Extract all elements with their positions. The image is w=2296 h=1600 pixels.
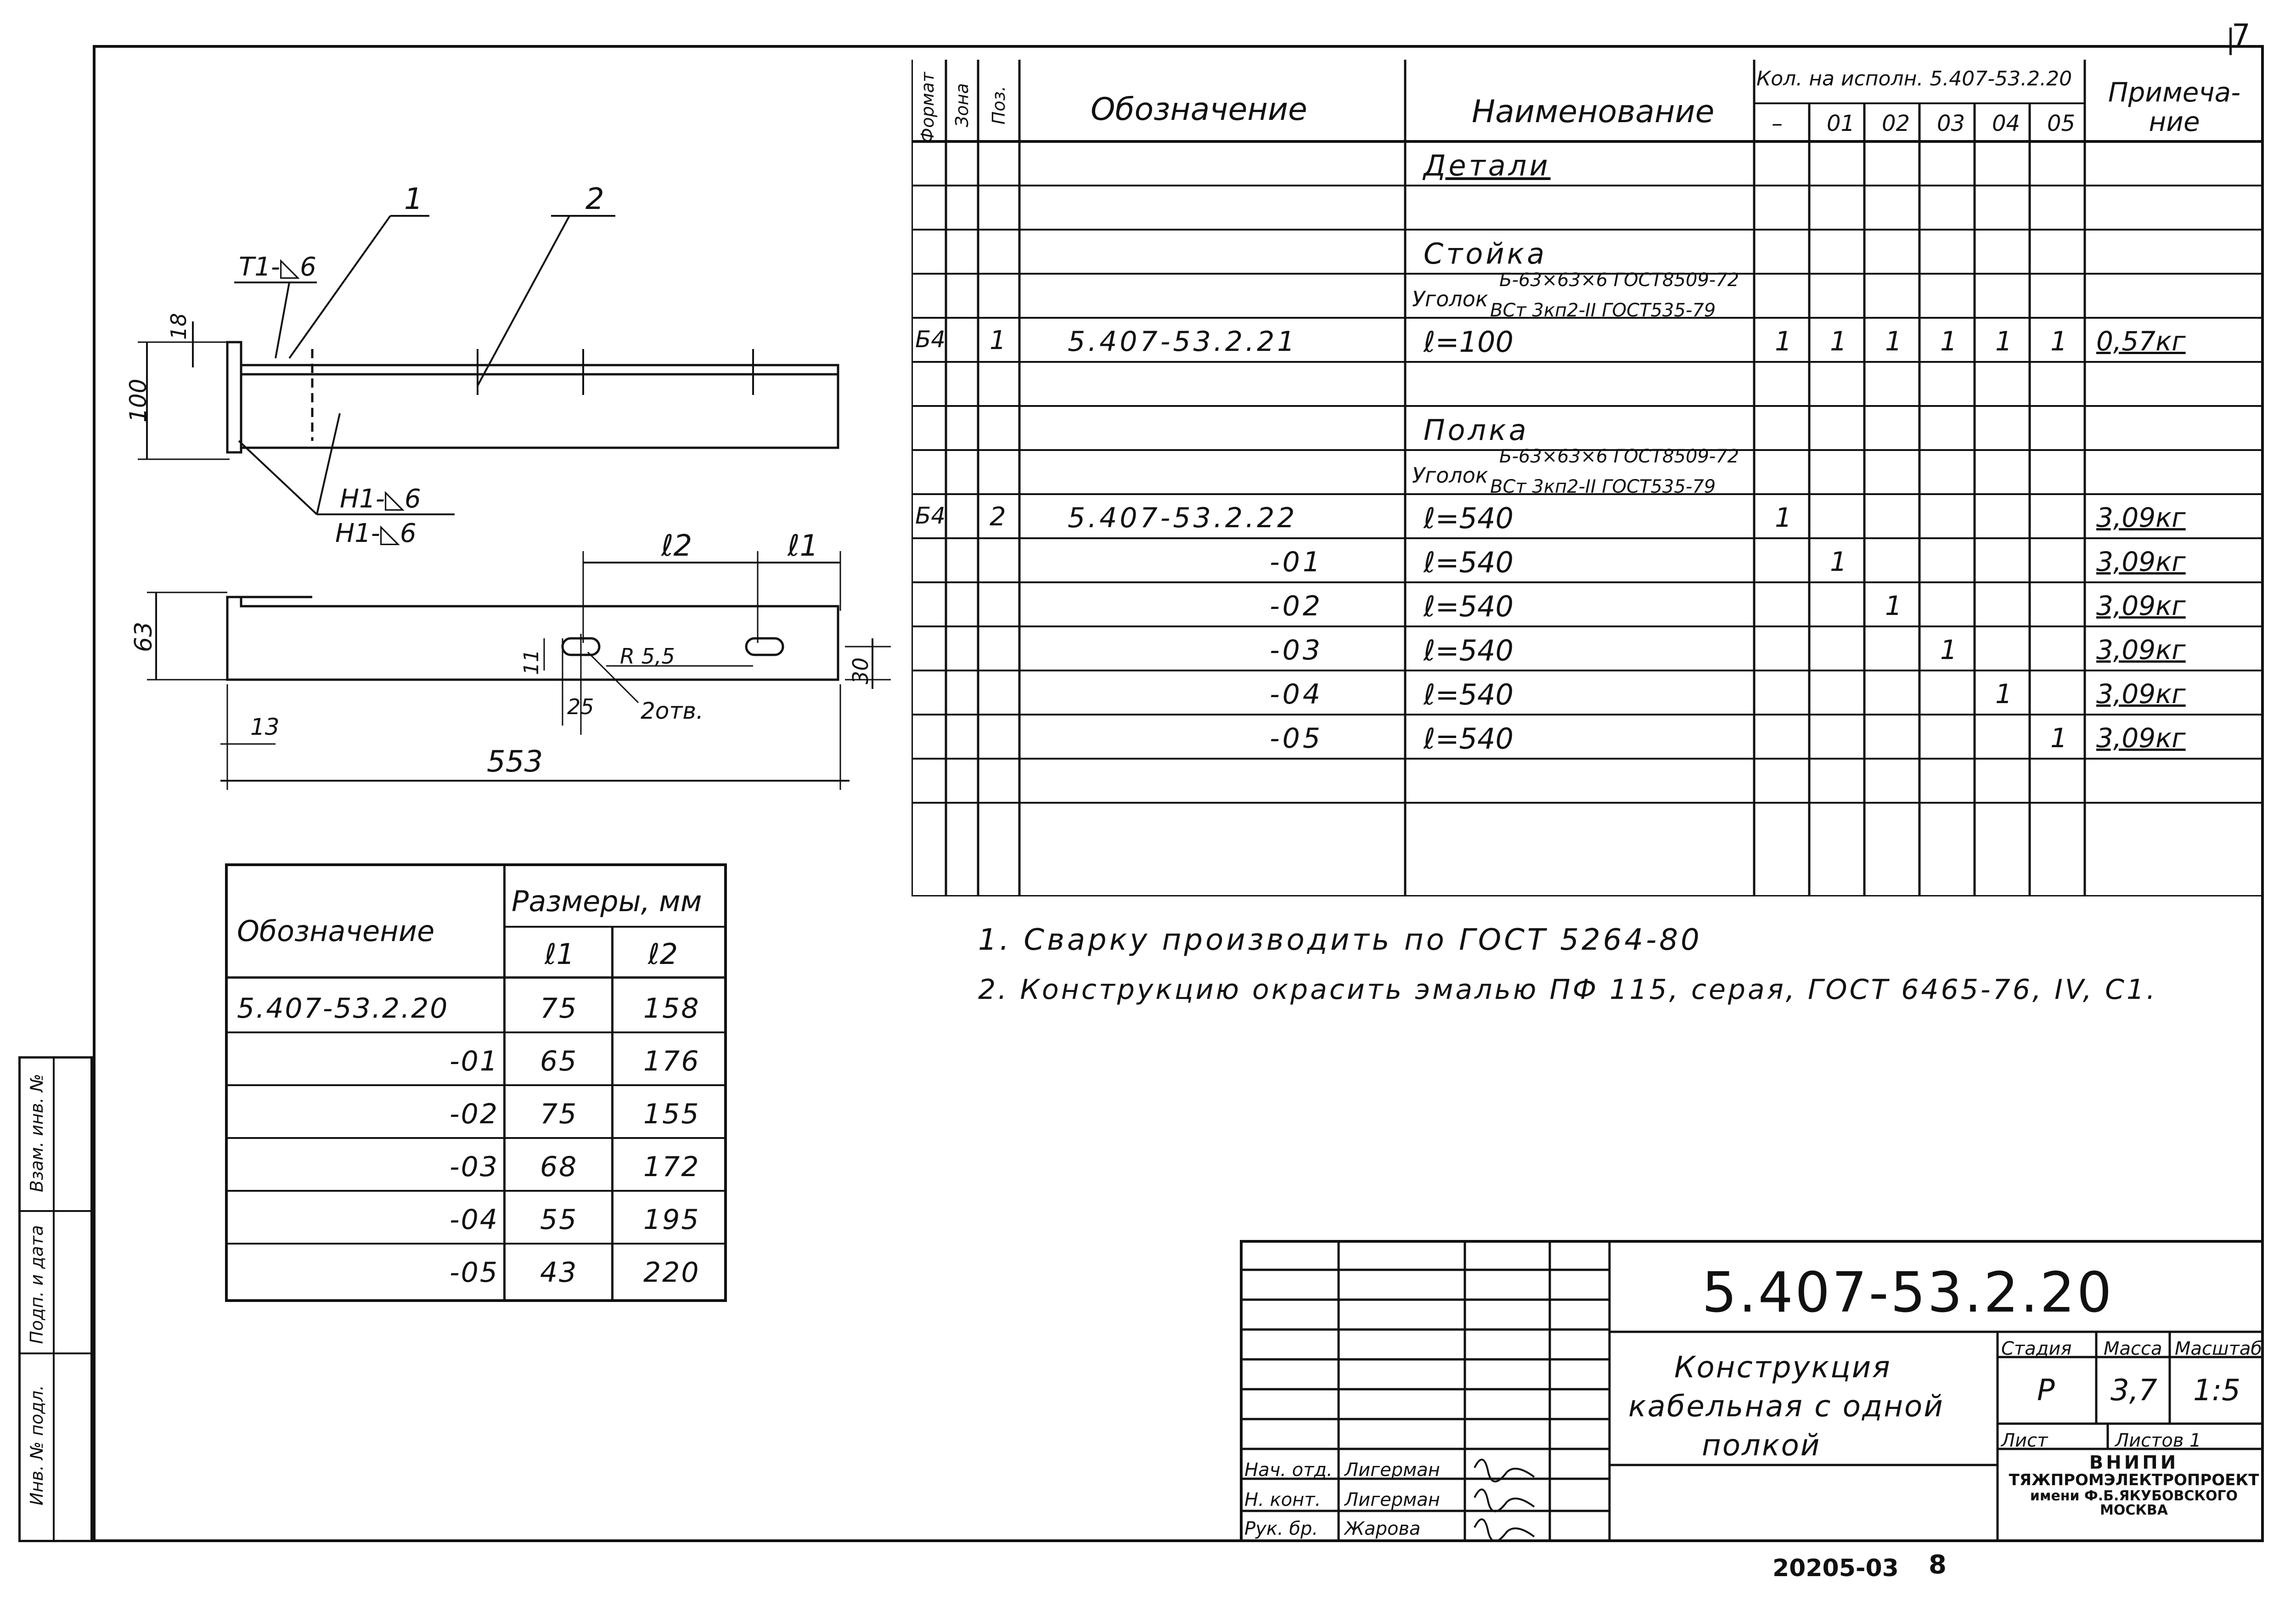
- spec-row-qty: 1: [1830, 546, 1847, 577]
- spec-row-qty: 1: [2050, 722, 2067, 754]
- spec-row-note: 3,09кг: [2096, 590, 2186, 621]
- stage-value: Р: [2037, 1374, 2055, 1408]
- spec-row-name-top: Б-63×63×6 ГОСТ8509-72: [1499, 446, 1739, 467]
- weld-t1-label: Т1-◺6: [239, 252, 316, 282]
- org-line-2: ТЯЖПРОМЭЛЕКТРОПРОЕКТ: [2009, 1471, 2259, 1489]
- title-line-3: полкой: [1702, 1429, 1821, 1463]
- spec-row-note: 3,09кг: [2096, 722, 2186, 754]
- weld-h1b-label: Н1-◺6: [335, 518, 416, 548]
- spec-row-note: 3,09кг: [2096, 502, 2186, 533]
- spec-row-designation: -05: [1270, 722, 1323, 755]
- sizes-table: [225, 863, 727, 1302]
- holes-label: 2отв.: [641, 698, 703, 724]
- org-line-4: МОСКВА: [2100, 1502, 2168, 1519]
- spec-header-qty-4: 04: [1992, 111, 2020, 136]
- spec-table: [912, 60, 2264, 896]
- spec-header-zone: Зона: [952, 83, 972, 127]
- dim-l1: ℓ1: [788, 529, 819, 563]
- spec-header-designation: Обозначение: [1091, 91, 1307, 128]
- sizes-row-divider: [228, 1084, 724, 1086]
- note-1: 1. Сварку производить по ГОСТ 5264-80: [978, 923, 1702, 957]
- dim-63: 63: [130, 621, 158, 652]
- spec-row-name: ℓ=540: [1424, 546, 1514, 579]
- sheet-label: Лист: [2001, 1430, 2048, 1451]
- sizes-row-l1: 75: [540, 992, 578, 1025]
- spec-row-qty: 1: [1995, 678, 2012, 710]
- sizes-row-l1: 75: [540, 1098, 578, 1130]
- title-line-1: Конструкция: [1674, 1351, 1891, 1385]
- spec-row-name: ℓ=100: [1424, 325, 1514, 359]
- org-name: [2001, 1453, 2267, 1518]
- org-line-1: ВНИПИ: [2089, 1452, 2179, 1473]
- dim-11: 11: [520, 649, 543, 675]
- sizes-row-l1: 65: [540, 1045, 578, 1077]
- sizes-row-designation: -02: [450, 1098, 499, 1130]
- sizes-row-designation: -03: [450, 1151, 499, 1183]
- sizes-row-l1: 68: [540, 1151, 578, 1183]
- sizes-col-sizes: Размеры, мм: [512, 885, 702, 918]
- spec-row-name-top: Б-63×63×6 ГОСТ8509-72: [1499, 270, 1739, 291]
- mass-value: 3,7: [2110, 1374, 2157, 1408]
- dim-13: 13: [250, 714, 280, 740]
- spec-row-qty: 1: [1775, 502, 1792, 533]
- spec-row-note: 3,09кг: [2096, 546, 2186, 577]
- footer-code: 20205-03: [1773, 1555, 1899, 1582]
- spec-header-qty-0: –: [1772, 111, 1783, 136]
- spec-row-name: ℓ=540: [1424, 634, 1514, 667]
- sizes-row-designation: -01: [450, 1045, 499, 1077]
- spec-row-name: ℓ=540: [1424, 590, 1514, 623]
- spec-row-name: Детали: [1424, 149, 1551, 182]
- spec-row-designation: 5.407-53.2.21: [1068, 326, 1298, 358]
- footer-page: 8: [1929, 1550, 1947, 1580]
- spec-row-name: ℓ=540: [1424, 722, 1514, 755]
- weld-h1a-label: Н1-◺6: [340, 484, 421, 514]
- sizes-row-divider: [228, 1243, 724, 1245]
- spec-header-qty-2: 02: [1882, 111, 1910, 136]
- sign-row-3-name: Жарова: [1345, 1518, 1421, 1539]
- dim-l2: ℓ2: [661, 529, 692, 563]
- sign-date-label: Подп. и дата: [27, 1225, 47, 1344]
- sign-row-2-role: Н. конт.: [1244, 1489, 1321, 1510]
- sizes-row-designation: -04: [450, 1204, 499, 1236]
- spec-row-note: 0,57кг: [2096, 326, 2186, 357]
- spec-row-note: 3,09кг: [2096, 634, 2186, 665]
- spec-row-name-bottom: ВСт 3кп2-II ГОСТ535-79: [1490, 300, 1716, 321]
- spec-row-designation: -04: [1270, 678, 1323, 710]
- org-line-3: имени Ф.Б.ЯКУБОВСКОГО: [2030, 1487, 2238, 1504]
- dim-25: 25: [567, 694, 594, 719]
- spec-row-name: ℓ=540: [1424, 501, 1514, 535]
- spec-header-format: Формат: [917, 72, 938, 143]
- title-line-2: кабельная с одной: [1628, 1390, 1944, 1424]
- spec-header-qty-5: 05: [2047, 111, 2076, 136]
- sign-row-1-role: Нач. отд.: [1244, 1459, 1333, 1481]
- sizes-row-divider: [228, 1031, 724, 1033]
- dim-100: 100: [125, 378, 152, 423]
- sign-row-1-name: Лигерман: [1345, 1459, 1440, 1481]
- page-number: 7: [2232, 18, 2251, 52]
- sign-row-3-role: Рук. бр.: [1244, 1518, 1318, 1539]
- sizes-row-l2: 158: [643, 992, 700, 1025]
- spec-row-format: Б4: [915, 502, 946, 529]
- spec-row-name-prefix: Уголок: [1412, 463, 1488, 488]
- page-number-mark: [2229, 28, 2232, 55]
- sizes-row-divider: [228, 1137, 724, 1139]
- spec-header-note: Примеча-ние: [2108, 77, 2241, 137]
- dim-553: 553: [487, 745, 543, 779]
- title-block: [1240, 1240, 2264, 1542]
- spec-row-qty: 1: [1940, 634, 1957, 665]
- inv-orig-label: Инв. № подл.: [27, 1385, 47, 1506]
- spec-row-qty: 1: [1995, 326, 2012, 357]
- sizes-row-divider: [228, 1190, 724, 1192]
- dim-18: 18: [166, 313, 191, 340]
- sizes-row-designation: -05: [450, 1256, 499, 1289]
- spec-row-qty: 1: [1775, 326, 1792, 357]
- sizes-col-l2: ℓ2: [648, 937, 678, 971]
- sizes-col-l1: ℓ1: [545, 937, 575, 971]
- sizes-row-l2: 176: [643, 1045, 700, 1077]
- signatures: [1470, 1454, 1553, 1546]
- side-stamp: [18, 1056, 93, 1542]
- leader-1-label: 1: [404, 182, 423, 216]
- note-2: 2. Конструкцию окрасить эмалью ПФ 115, серая, ГОСТ 6465-76, IV, С1.: [978, 974, 2158, 1006]
- leader-2-label: 2: [585, 182, 604, 216]
- spec-row-designation: -01: [1270, 546, 1323, 578]
- spec-row-note: 3,09кг: [2096, 678, 2186, 710]
- sheets-label: Листов 1: [2115, 1430, 2201, 1451]
- sizes-row-l2: 220: [643, 1256, 700, 1289]
- spec-row-qty: 1: [1885, 590, 1902, 621]
- inv-replace-label: Взам. инв. №: [27, 1074, 47, 1193]
- spec-row-pos: 2: [990, 502, 1006, 532]
- spec-row-name-bottom: ВСт 3кп2-II ГОСТ535-79: [1490, 476, 1716, 497]
- spec-row-designation: -03: [1270, 634, 1323, 666]
- spec-row-designation: -02: [1270, 590, 1323, 622]
- sizes-row-l2: 195: [643, 1204, 700, 1236]
- spec-row-designation: 5.407-53.2.22: [1068, 502, 1298, 534]
- scale-value: 1:5: [2193, 1374, 2240, 1408]
- spec-header-qty-1: 01: [1827, 111, 1855, 136]
- spec-row-name-prefix: Уголок: [1412, 287, 1488, 311]
- spec-row-name: Стойка: [1424, 237, 1548, 270]
- spec-row-qty: 1: [1830, 326, 1847, 357]
- spec-row-pos: 1: [990, 326, 1006, 355]
- scale-label: Масштаб: [2175, 1338, 2262, 1359]
- spec-row-format: Б4: [915, 326, 946, 353]
- sizes-row-l2: 172: [643, 1151, 700, 1183]
- spec-header-qty-3: 03: [1937, 111, 1965, 136]
- sizes-row-l1: 55: [540, 1204, 578, 1236]
- mass-label: Масса: [2104, 1338, 2162, 1359]
- sizes-row-designation: 5.407-53.2.20: [237, 992, 449, 1025]
- dim-30: 30: [848, 657, 873, 684]
- sizes-row-l2: 155: [643, 1098, 700, 1130]
- spec-row-name: ℓ=540: [1424, 678, 1514, 711]
- dim-r55: R 5,5: [620, 644, 675, 669]
- spec-row-qty: 1: [1940, 326, 1957, 357]
- spec-header-qty-group: Кол. на исполн. 5.407-53.2.20: [1756, 67, 2072, 90]
- sign-row-2-name: Лигерман: [1345, 1489, 1440, 1510]
- part-drawing: [0, 0, 918, 827]
- sizes-col-designation: Обозначение: [237, 914, 435, 948]
- sizes-row-l1: 43: [540, 1256, 578, 1289]
- doc-number: 5.407-53.2.20: [1702, 1261, 2114, 1325]
- spec-row-name: Полка: [1424, 413, 1529, 447]
- spec-header-name: Наименование: [1472, 94, 1715, 130]
- spec-row-qty: 1: [1885, 326, 1902, 357]
- spec-row-qty: 1: [2050, 326, 2067, 357]
- spec-header-pos: Поз.: [989, 85, 1009, 125]
- stage-label: Стадия: [2001, 1338, 2072, 1359]
